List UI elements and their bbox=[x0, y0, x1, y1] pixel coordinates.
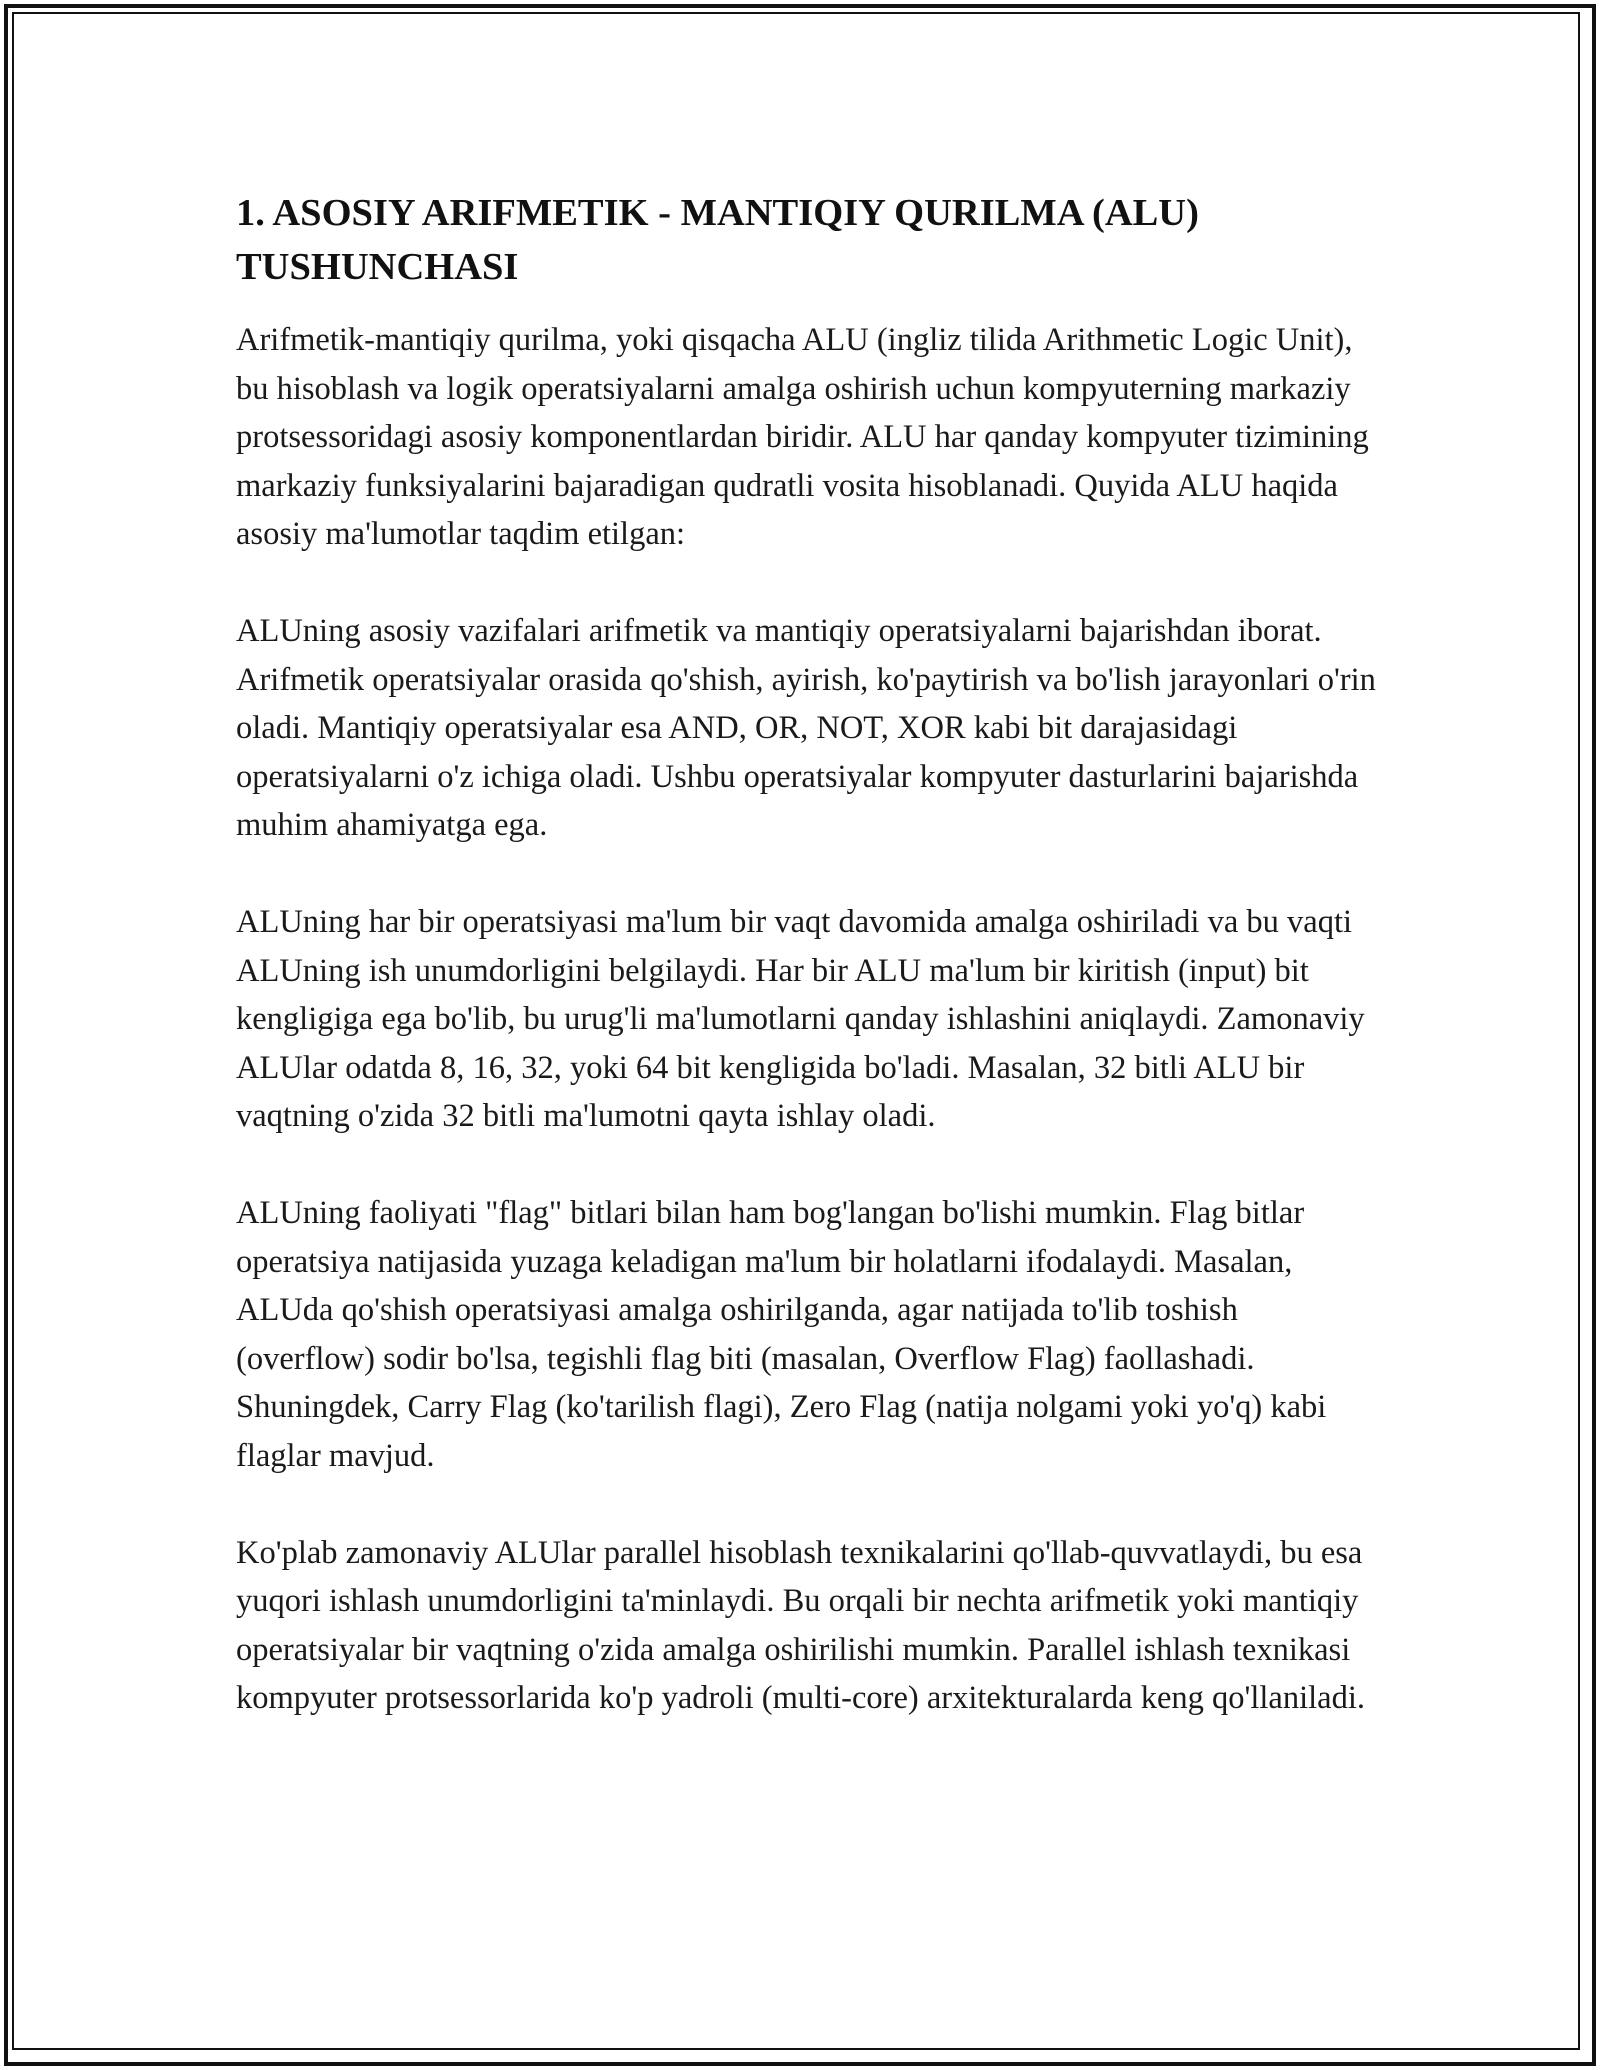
paragraph-alu-functions: ALUning asosiy vazifalari arifmetik va mantiqiy operatsiyalarni bajarishdan iborat. Arifmetik operatsiyalar orasida qo'shish, ayirish, ko'paytirish va bo'lish jarayonlari o'rin oladi. Mantiqiy operatsiyalar esa AND, OR, NOT, XOR kabi bit darajasidagi operatsiyalarni o'z ichiga oladi. Ushbu operatsiyalar kompyuter dasturlarini bajarishda muhim ahamiyatga ega. bbox=[236, 613, 1376, 843]
paragraph-alu-bit-width: ALUning har bir operatsiyasi ma'lum bir vaqt davomida amalga oshiriladi va bu vaqti ALUning ish unumdorligini belgilaydi. Har bir ALU ma'lum bir kiritish (input) bit kengligiga ega bo'lib, bu urug'li ma'lumotlarni qanday ishlashini aniqlaydi. Zamonaviy ALUlar odatda 8, 16, 32, yoki 64 bit kengligida bo'ladi. Masalan, 32 bitli ALU bir vaqtning o'zida 32 bitli ma'lumotni qayta ishlay oladi. bbox=[236, 904, 1365, 1134]
section-heading: 1. ASOSIY ARIFMETIK - MANTIQIY QURILMA (ALU) TUSHUNCHASI bbox=[236, 192, 1199, 288]
document-body bbox=[236, 186, 1376, 1771]
paragraph-alu-flags: ALUning faoliyati "flag" bitlari bilan ham bog'langan bo'lishi mumkin. Flag bitlar operatsiya natijasida yuzaga keladigan ma'lum bir holatlarni ifodalaydi. Masalan, ALUda qo'shish operatsiyasi amalga oshirilganda, agar natijada to'lib toshish (overflow) sodir bo'lsa, tegishli flag biti (masalan, Overflow Flag) faollashadi. Shuningdek, Carry Flag (ko'tarilish flagi), Zero Flag (natija nolgami yoki yo'q) kabi flaglar mavjud. bbox=[236, 1195, 1327, 1474]
paragraph-alu-parallel: Ko'plab zamonaviy ALUlar parallel hisoblash texnikalarini qo'llab-quvvatlaydi, bu esa yuqori ishlash unumdorligini ta'minlaydi. Bu orqali bir nechta arifmetik yoki mantiqiy operatsiyalar bir vaqtning o'zida amalga oshirilishi mumkin. Parallel ishlash texnikasi kompyuter protsessorlarida ko'p yadroli (multi-core) arxitekturalarda keng qo'llaniladi. bbox=[236, 1534, 1365, 1716]
paragraph-alu-definition: Arifmetik-mantiqiy qurilma, yoki qisqacha ALU (ingliz tilida Arithmetic Logic Unit), bu hisoblash va logik operatsiyalarni amalga oshirish uchun kompyuterning markaziy protsessoridagi asosiy komponentlardan biridir. ALU har qanday kompyuter tizimining markaziy funksiyalarini bajaradigan qudratli vosita hisoblanadi. Quyida ALU haqida asosiy ma'lumotlar taqdim etilgan: bbox=[236, 322, 1369, 552]
